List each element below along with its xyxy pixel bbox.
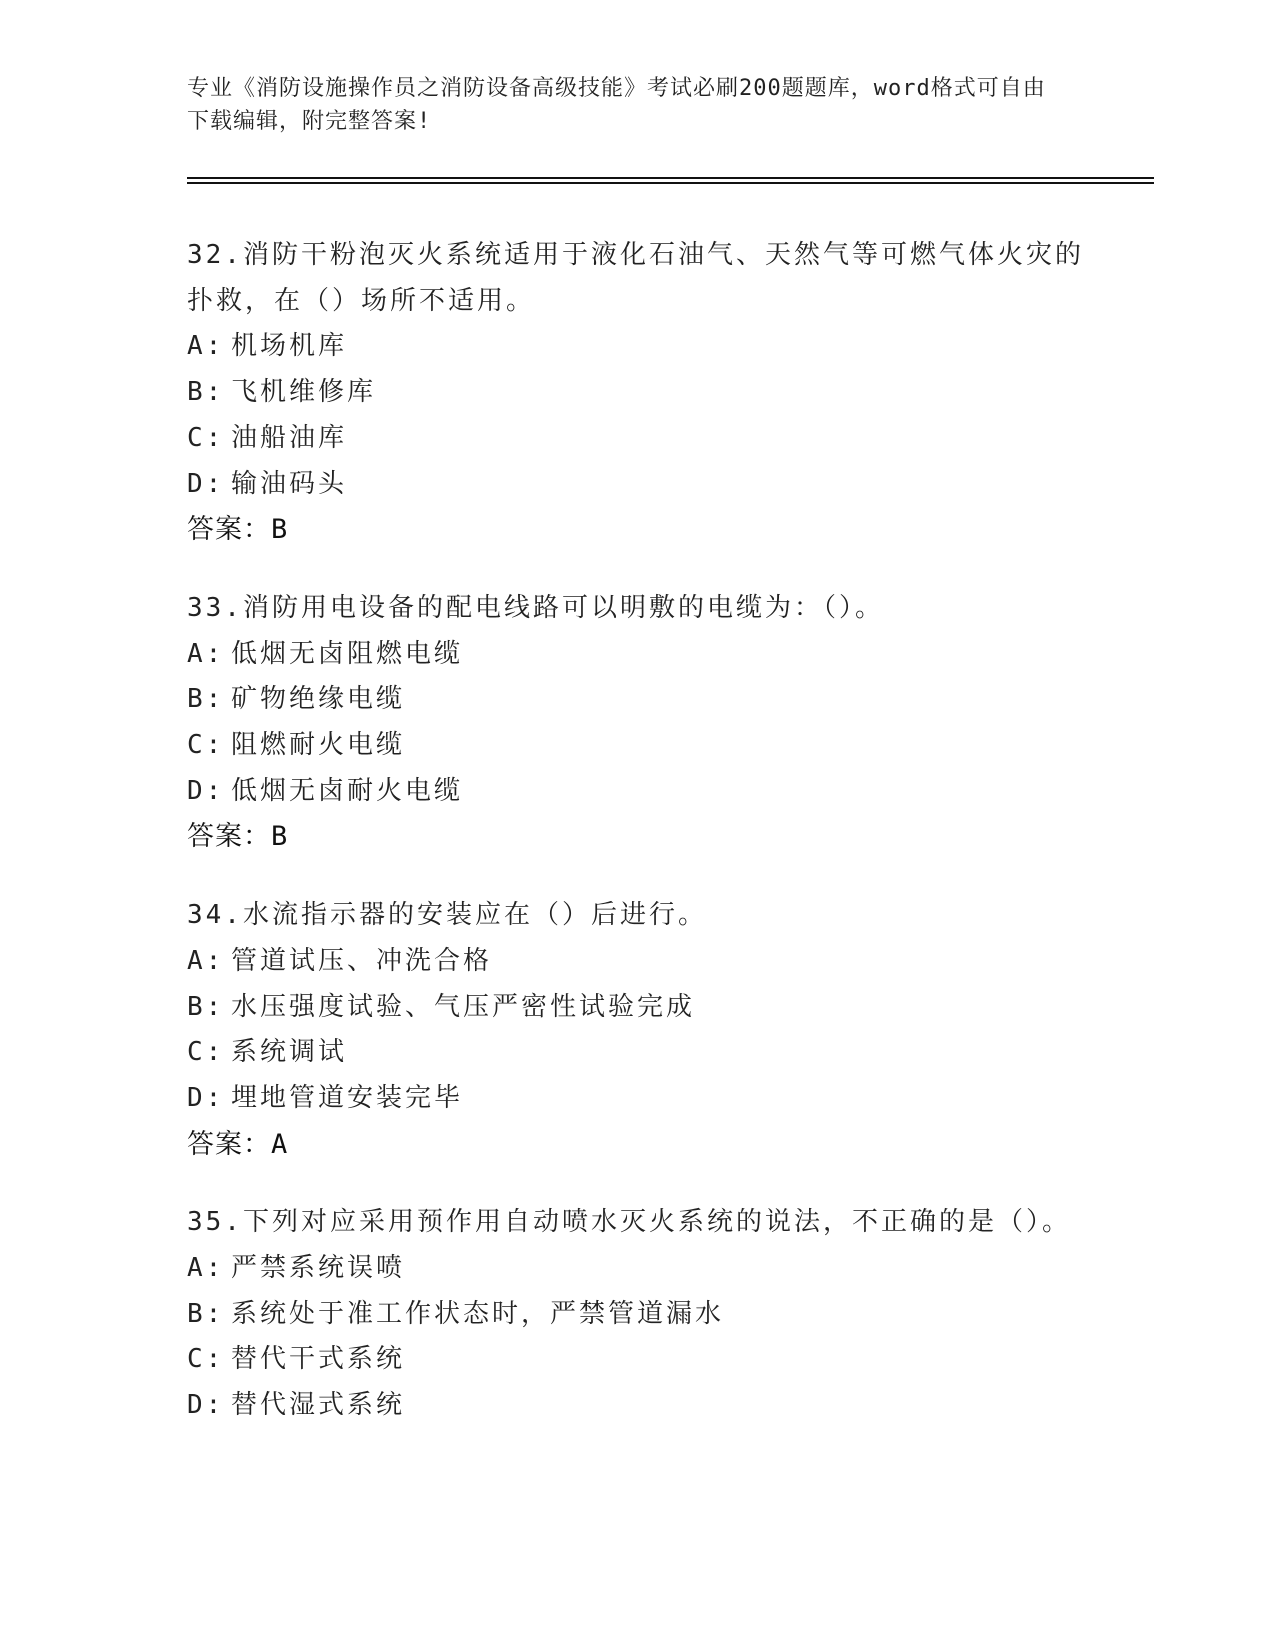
option-a xyxy=(187,939,1147,985)
option-text: 输油码头 xyxy=(231,468,348,499)
option-text: 低烟无卤阻燃电缆 xyxy=(231,638,464,669)
option-letter: D: xyxy=(187,468,225,499)
header-divider-top xyxy=(187,177,1154,179)
question-text: 35.下列对应采用预作用自动喷水灭火系统的说法，不正确的是（）。 xyxy=(187,1207,1071,1238)
option-letter: C: xyxy=(187,730,225,761)
question-34 xyxy=(187,893,1147,1167)
answer-line xyxy=(187,1122,1147,1168)
option-a xyxy=(187,632,1147,678)
answer-value: B xyxy=(271,514,289,546)
document-header: 专业《消防设施操作员之消防设备高级技能》考试必刷200题题库，word格式可自由下载编辑，附完整答案! xyxy=(187,76,1046,134)
option-text: 埋地管道安装完毕 xyxy=(231,1082,464,1113)
option-a xyxy=(187,1246,1147,1292)
option-c xyxy=(187,1030,1147,1076)
option-a xyxy=(187,324,1147,370)
option-letter: D: xyxy=(187,1390,225,1421)
option-letter: B: xyxy=(187,377,225,408)
answer-value: A xyxy=(271,1128,289,1160)
option-letter: B: xyxy=(187,684,225,715)
question-text: 33.消防用电设备的配电线路可以明敷的电缆为：（）。 xyxy=(187,592,884,623)
answer-label: 答案： xyxy=(187,821,271,853)
option-letter: C: xyxy=(187,1344,225,1375)
option-text: 油船油库 xyxy=(231,422,348,453)
option-text: 阻燃耐火电缆 xyxy=(231,730,406,761)
answer-label: 答案： xyxy=(187,514,271,546)
option-d xyxy=(187,462,1147,508)
option-text: 系统处于准工作状态时，严禁管道漏水 xyxy=(231,1298,725,1329)
answer-line xyxy=(187,507,1147,553)
option-letter: A: xyxy=(187,1253,225,1284)
option-letter: A: xyxy=(187,638,225,669)
option-d xyxy=(187,1076,1147,1122)
answer-label: 答案： xyxy=(187,1128,271,1160)
option-text: 替代湿式系统 xyxy=(231,1390,406,1421)
option-c xyxy=(187,416,1147,462)
option-b xyxy=(187,985,1147,1031)
answer-value: B xyxy=(271,821,289,853)
option-text: 水压强度试验、气压严密性试验完成 xyxy=(231,991,696,1022)
option-b xyxy=(187,370,1147,416)
question-text: 34.水流指示器的安装应在（）后进行。 xyxy=(187,900,707,931)
option-b xyxy=(187,1292,1147,1338)
answer-line xyxy=(187,814,1147,860)
question-35 xyxy=(187,1200,1147,1429)
question-list xyxy=(187,233,1147,1462)
header-divider-bottom xyxy=(187,182,1154,184)
option-b xyxy=(187,677,1147,723)
option-text: 严禁系统误喷 xyxy=(231,1253,406,1284)
option-letter: C: xyxy=(187,1037,225,1068)
option-letter: A: xyxy=(187,945,225,976)
option-text: 低烟无卤耐火电缆 xyxy=(231,775,464,806)
option-letter: B: xyxy=(187,991,225,1022)
option-text: 替代干式系统 xyxy=(231,1344,406,1375)
question-32 xyxy=(187,233,1147,553)
question-text: 32.消防干粉泡灭火系统适用于液化石油气、天然气等可燃气体火灾的扑救，在（）场所不适用。 xyxy=(187,240,1084,316)
option-c xyxy=(187,1337,1147,1383)
option-letter: C: xyxy=(187,422,225,453)
option-text: 机场机库 xyxy=(231,331,348,362)
option-c xyxy=(187,723,1147,769)
option-letter: A: xyxy=(187,331,225,362)
option-d xyxy=(187,769,1147,815)
option-d xyxy=(187,1383,1147,1429)
option-letter: D: xyxy=(187,775,225,806)
question-33 xyxy=(187,586,1147,860)
option-letter: D: xyxy=(187,1082,225,1113)
option-text: 系统调试 xyxy=(231,1037,348,1068)
option-text: 管道试压、冲洗合格 xyxy=(231,945,493,976)
option-text: 飞机维修库 xyxy=(231,377,377,408)
option-text: 矿物绝缘电缆 xyxy=(231,684,406,715)
option-letter: B: xyxy=(187,1298,225,1329)
